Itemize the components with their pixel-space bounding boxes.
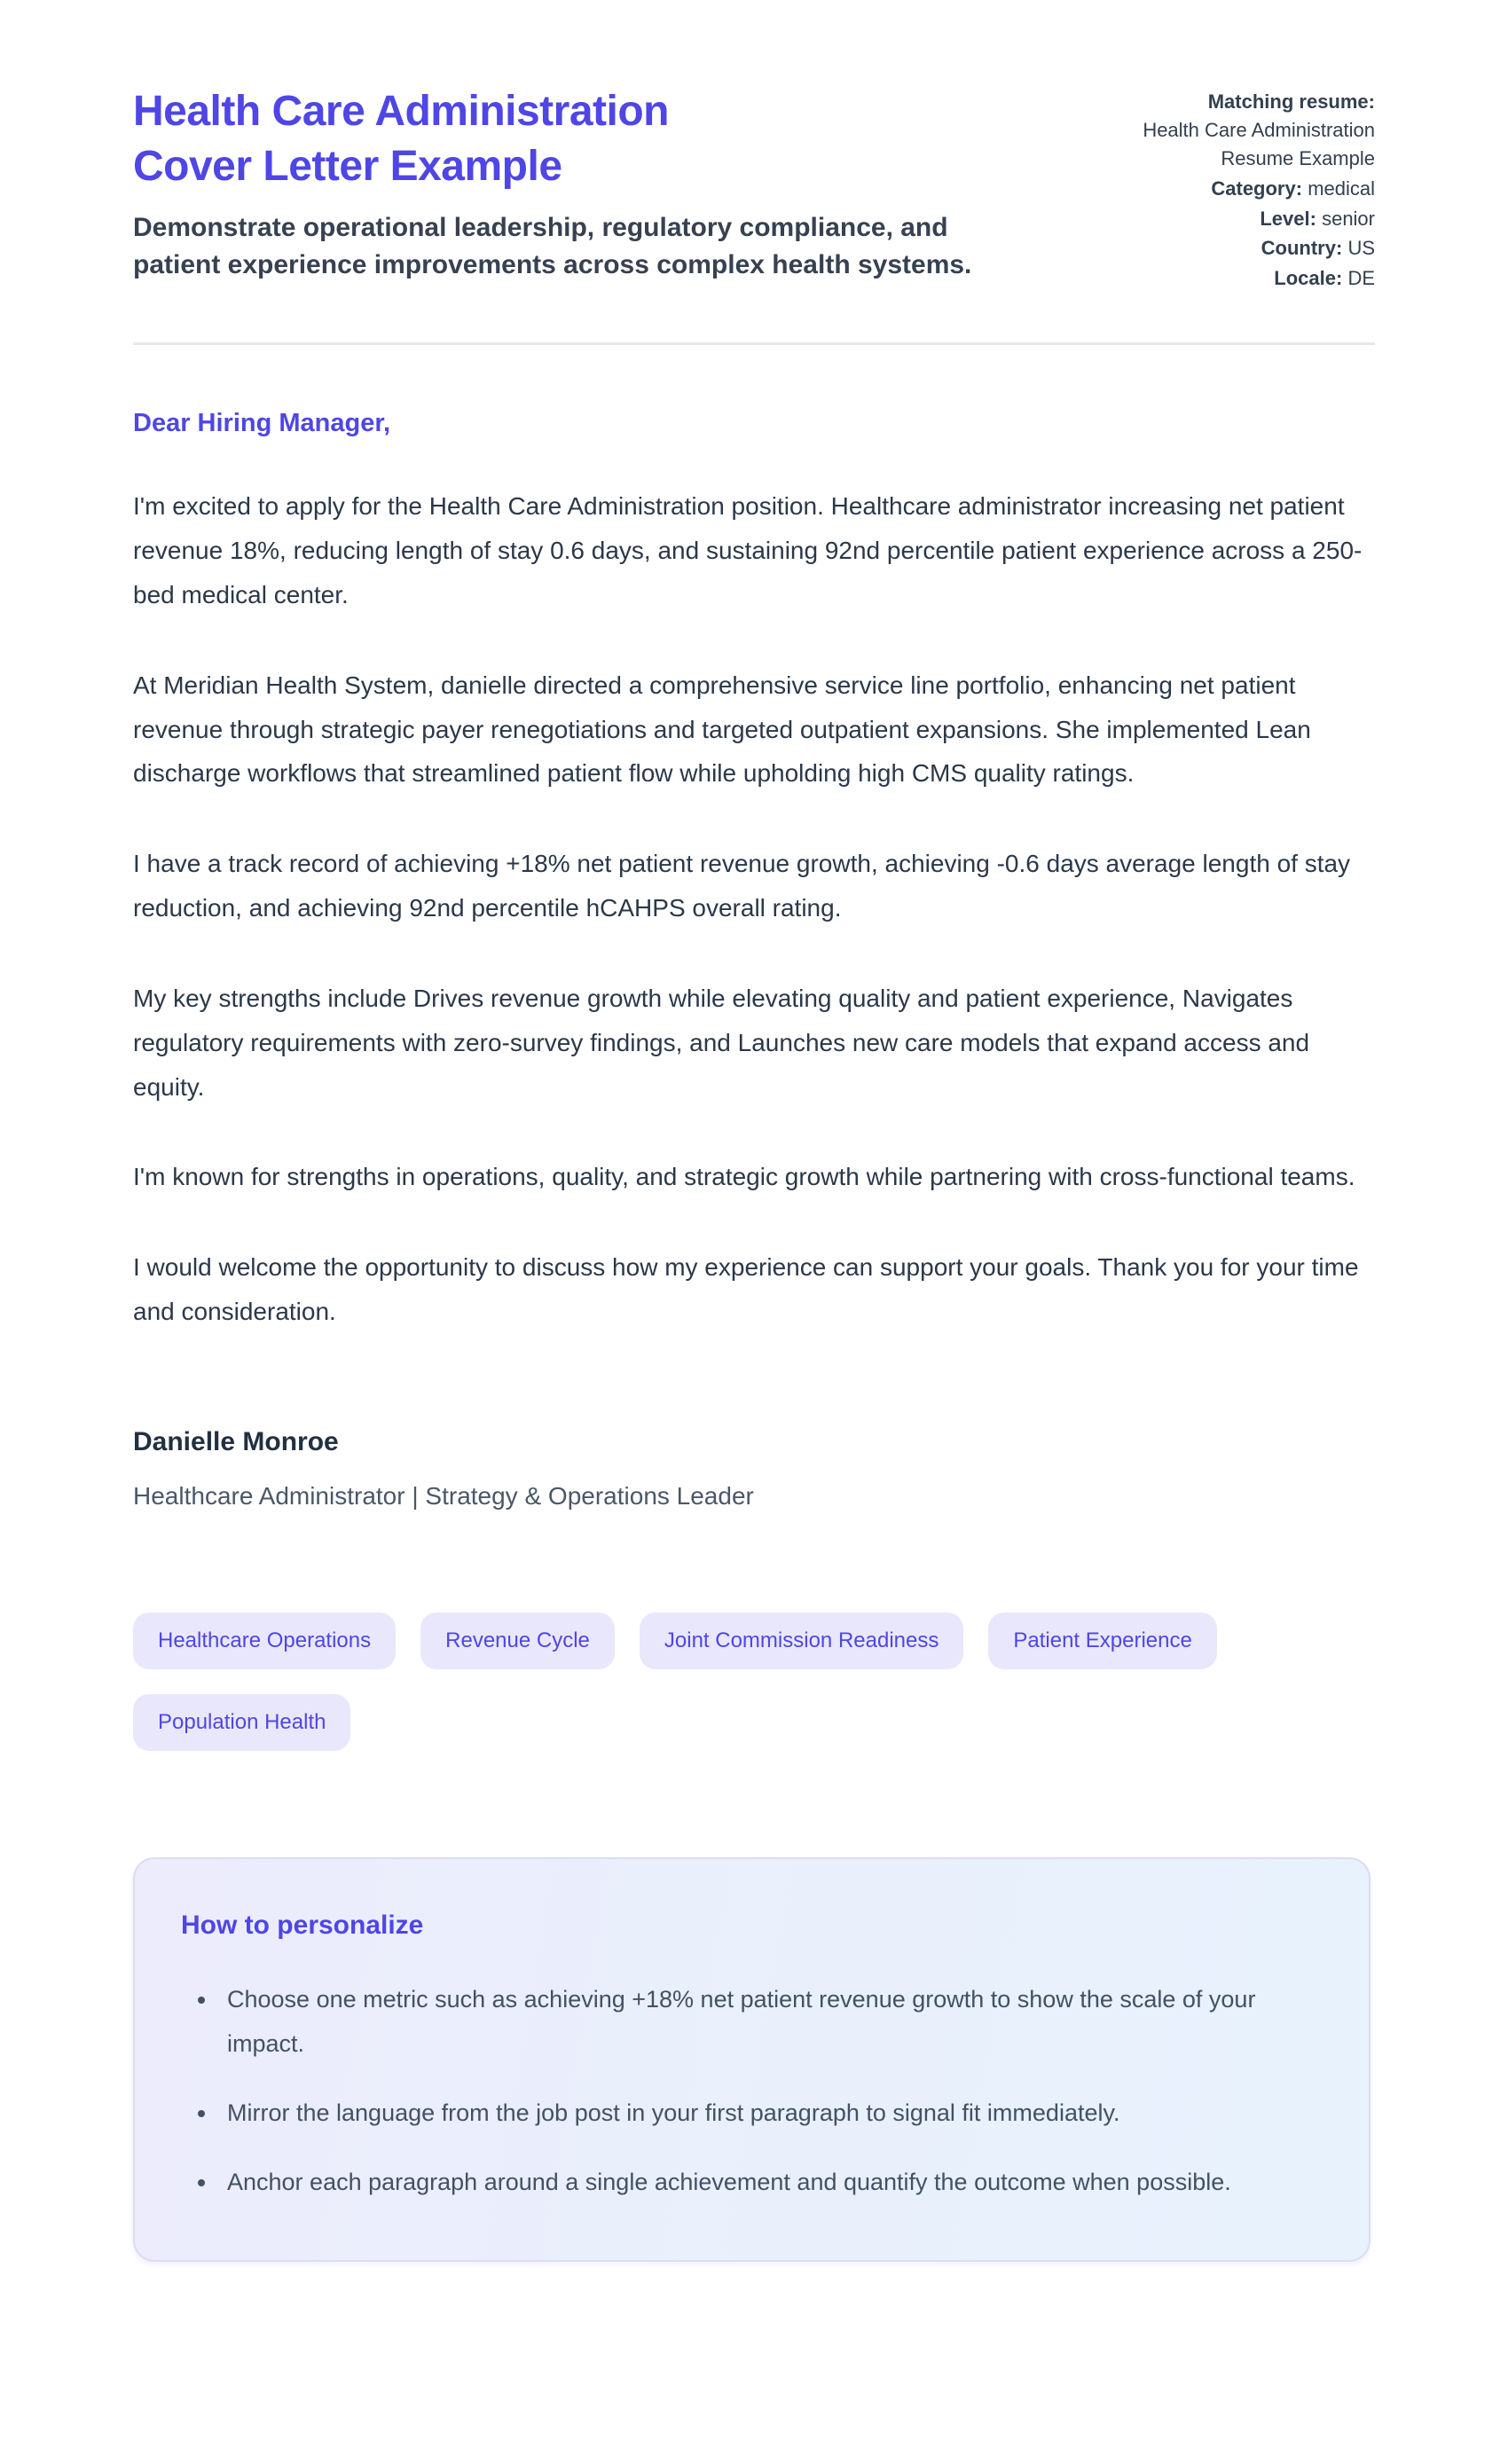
header-title-block <box>133 84 1038 285</box>
meta-level-label: Level: <box>1260 207 1316 230</box>
meta-country-value: US <box>1347 237 1375 260</box>
personalize-tip-3: • Anchor each paragraph around a single achievement and quantify the outcome when possible. <box>218 2161 1300 2205</box>
letter-paragraph-1: I'm excited to apply for the Health Care Administration position. Healthcare administrator increasing net patient revenue 18%, reducing length of stay 0.6 days, and sustaining 92nd percentile patient experience across a 250-bed medical center. <box>133 492 1363 608</box>
meta-category-value: medical <box>1308 177 1375 200</box>
meta-category-row <box>1073 175 1375 203</box>
page-subtitle: Demonstrate operational leadership, regulatory compliance, and patient experience improvements across complex health systems. <box>133 212 972 280</box>
matching-resume-link[interactable]: Health Care Administration Resume Example <box>1143 118 1375 169</box>
letter-paragraph-4: My key strengths include Drives revenue growth while elevating quality and patient experience, Navigates regulatory requirements with zero-survey findings, and Launches new care models that expand access and equity. <box>133 984 1310 1101</box>
meta-country-label: Country: <box>1261 237 1343 260</box>
meta-level-value: senior <box>1322 207 1375 230</box>
signature-role: Healthcare Administrator | Strategy & Operations Leader <box>133 1481 754 1510</box>
meta-level-row <box>1073 205 1375 233</box>
meta-locale-label: Locale: <box>1274 267 1343 290</box>
tag-healthcare-operations: Healthcare Operations <box>133 1613 396 1669</box>
tag-patient-experience: Patient Experience <box>988 1613 1216 1669</box>
personalize-tip-list <box>181 1978 1316 2205</box>
page-header <box>133 84 1375 293</box>
meta-country-row <box>1073 234 1375 263</box>
letter-paragraph-2: At Meridian Health System, danielle directed a comprehensive service line portfolio, enhancing net patient revenue through strategic payer renegotiations and targeted outpatient expansions. She implemented Lean discharge workflows that streamlined patient flow while upholding high CMS quality ratings. <box>133 671 1311 788</box>
meta-locale-row <box>1073 264 1375 293</box>
letter-greeting: Dear Hiring Manager, <box>133 409 391 438</box>
matching-resume-row <box>1073 88 1375 173</box>
signature-name: Danielle Monroe <box>133 1426 339 1456</box>
tag-revenue-cycle: Revenue Cycle <box>420 1613 615 1669</box>
letter-paragraph-5: I'm known for strengths in operations, quality, and strategic growth while partnering with cross-functional teams. <box>133 1163 1355 1191</box>
page-title <box>133 84 1038 195</box>
page-title-line-2: Cover Letter Example <box>133 143 562 191</box>
personalize-heading: How to personalize <box>181 1910 424 1940</box>
page-title-line-1: Health Care Administration <box>133 88 669 135</box>
letter-paragraph-3: I have a track record of achieving +18% net patient revenue growth, achieving -0.6 days average length of stay reduction, and achieving 92nd percentile hCAHPS overall rating. <box>133 850 1351 922</box>
meta-category-label: Category: <box>1211 177 1303 200</box>
resume-meta-panel <box>1073 84 1375 293</box>
personalize-tip-1: • Choose one metric such as achieving +18% net patient revenue growth to show the scale of your impact. <box>218 1978 1300 2067</box>
meta-locale-value: DE <box>1347 267 1375 290</box>
header-divider <box>133 342 1375 345</box>
matching-resume-label: Matching resume: <box>1207 90 1375 113</box>
keyword-tag-list <box>133 1613 1242 1751</box>
how-to-personalize-card <box>133 1857 1371 2262</box>
tag-population-health: Population Health <box>133 1694 350 1751</box>
personalize-tip-2: • Mirror the language from the job post in your first paragraph to signal fit immediately. <box>218 2091 1300 2136</box>
letter-paragraph-6: I would welcome the opportunity to discuss how my experience can support your goals. Thank you for your time and consideration. <box>133 1253 1359 1325</box>
cover-letter-body <box>133 409 1375 1511</box>
tag-joint-commission-readiness: Joint Commission Readiness <box>640 1613 963 1669</box>
